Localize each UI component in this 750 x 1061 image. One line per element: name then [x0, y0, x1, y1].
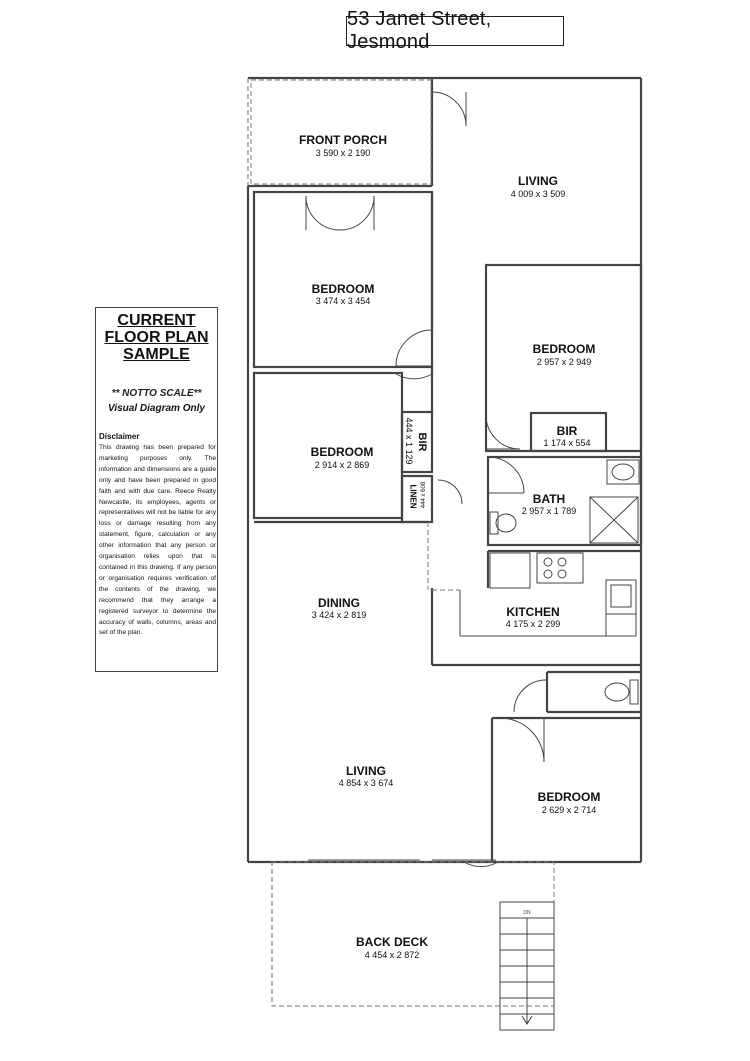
room-dims-linen: 444 x 608 [421, 481, 427, 509]
room-name-bedroom-2: BEDROOM [532, 342, 596, 356]
front-porch-outline [251, 80, 431, 184]
wc-door [514, 680, 546, 712]
room-name-bedroom-3: BEDROOM [310, 445, 374, 459]
property-address-title: 53 Janet Street, Jesmond [346, 16, 564, 46]
room-dims-bath: 2 957 x 1 789 [521, 506, 577, 516]
diagram-note: Visual Diagram Only [108, 403, 205, 414]
room-name-kitchen: KITCHEN [506, 605, 560, 619]
room-name-dining: DINING [318, 596, 360, 610]
info-panel [95, 307, 218, 672]
french-door-right [340, 196, 374, 230]
room-dims-living-front: 4 009 x 3 509 [510, 189, 566, 199]
bedroom-1-door [396, 330, 432, 366]
room-name-living-front: LIVING [517, 174, 559, 188]
room-name-linen: LINEN [408, 484, 418, 509]
room-dims-bedroom-2: 2 957 x 2 949 [536, 357, 592, 367]
stairs-label: DN [523, 910, 531, 916]
scale-note: ** NOTTO SCALE** [111, 388, 202, 399]
room-name-bedroom-4: BEDROOM [537, 790, 601, 804]
room-name-bir-small: BIR [416, 432, 428, 452]
wc-cistern [630, 680, 638, 704]
bedroom-4-door [500, 718, 544, 762]
disclaimer-text: This drawing has been prepared for marketing purposes only. The information and dimensions are a guide only and have been prepared in good faith and with due care. Reece Realty Newcastle, its employees, agents or representatives will not be liable for any loss or damage resulting from any statement, figure, calculation or any other information that any person or organisation relies upon that is contained in this drawing. If any person or organisation requires verification of the contents of the drawing, we recommend that they arrange a registered surveyor to determine the accuracy of walls, columns, areas and set of the plan. [99, 444, 216, 637]
bath-toilet [496, 514, 516, 532]
bath-toilet-cistern [490, 512, 498, 534]
room-dims-bir-main: 1 174 x 554 [543, 438, 591, 448]
room-dims-bir-small: 444 x 1 129 [404, 417, 414, 465]
wc-toilet [605, 683, 629, 701]
bedroom-1-walls [254, 192, 432, 367]
room-name-bedroom-1: BEDROOM [311, 282, 375, 296]
room-dims-living-rear: 4 854 x 3 674 [338, 778, 394, 788]
disclaimer-title: Disclaimer [99, 432, 140, 441]
french-door-left [306, 196, 340, 230]
front-door-swing [432, 92, 466, 126]
room-dims-back-deck: 4 454 x 2 872 [364, 950, 420, 960]
room-dims-front-porch: 3 590 x 2 190 [315, 148, 371, 158]
room-dims-bedroom-1: 3 474 x 3 454 [315, 296, 371, 306]
bath-door [488, 457, 524, 493]
cooktop [537, 553, 583, 583]
room-name-front-porch: FRONT PORCH [299, 133, 387, 147]
room-name-back-deck: BACK DECK [356, 935, 428, 949]
room-dims-kitchen: 4 175 x 2 299 [505, 619, 561, 629]
bedroom-2-door [486, 415, 520, 449]
room-name-living-rear: LIVING [345, 764, 387, 778]
room-dims-bedroom-4: 2 629 x 2 714 [541, 805, 597, 815]
room-dims-bedroom-3: 2 914 x 2 869 [314, 460, 370, 470]
room-name-bath: BATH [532, 492, 566, 506]
plan-heading: CURRENT FLOOR PLAN SAMPLE [104, 312, 209, 363]
room-name-bir-main: BIR [556, 424, 578, 438]
room-dims-dining: 3 424 x 2 819 [311, 610, 367, 620]
linen-door [438, 480, 462, 504]
